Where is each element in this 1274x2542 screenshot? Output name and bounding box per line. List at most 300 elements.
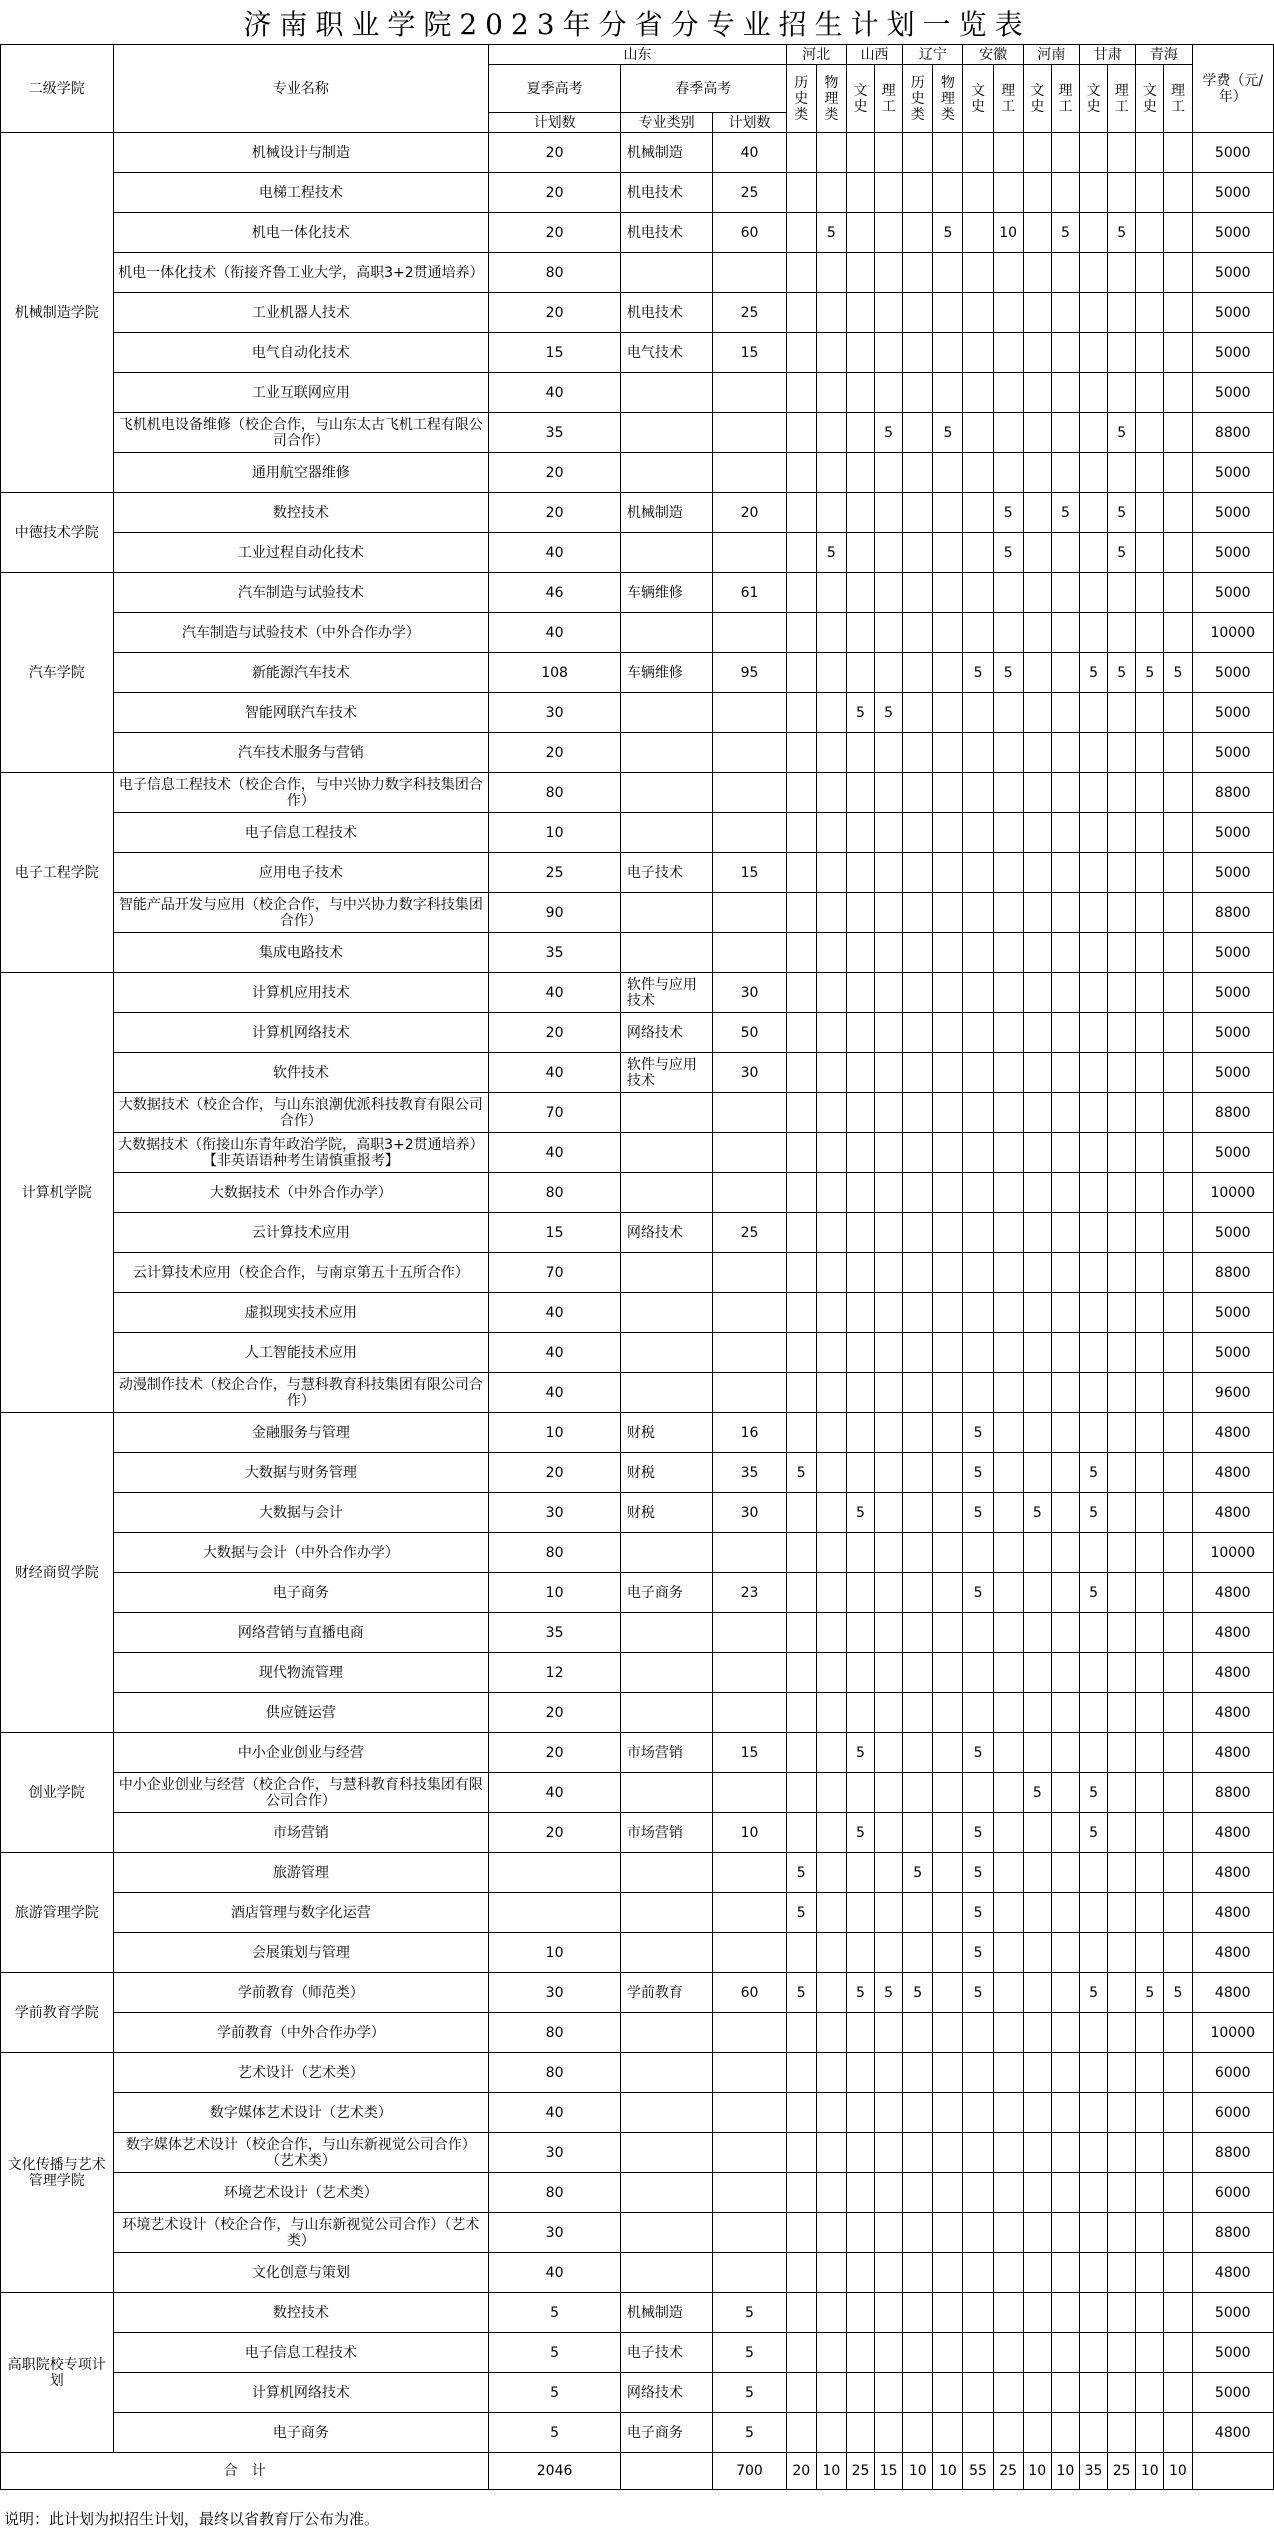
province-plan	[846, 1533, 874, 1573]
province-plan	[1108, 1293, 1136, 1333]
major-name: 电子商务	[113, 2413, 489, 2453]
province-plan	[963, 933, 993, 973]
province-plan: 5	[1108, 413, 1136, 453]
province-plan	[786, 853, 816, 893]
table-row	[1, 493, 1274, 533]
province-plan: 5	[1080, 1773, 1108, 1813]
province-plan	[786, 2053, 816, 2093]
province-plan	[933, 493, 963, 533]
province-plan	[1051, 1653, 1079, 1693]
province-plan	[846, 2373, 874, 2413]
province-plan	[1051, 1933, 1079, 1973]
spring-plan	[713, 1853, 786, 1893]
province-plan	[1023, 1373, 1051, 1413]
province-plan	[1164, 2253, 1192, 2293]
province-plan: 5	[1136, 1973, 1164, 2013]
major-name: 酒店管理与数字化运营	[113, 1893, 489, 1933]
spring-category: 车辆维修	[620, 653, 712, 693]
province-plan	[816, 893, 846, 933]
province-plan	[816, 1533, 846, 1573]
province-plan	[1051, 1733, 1079, 1773]
province-plan	[1164, 2293, 1192, 2333]
province-plan	[1164, 1133, 1192, 1173]
header-subject: 理工	[875, 65, 903, 133]
spring-category: 财税	[620, 1493, 712, 1533]
province-plan: 5	[786, 1853, 816, 1893]
province-plan	[1051, 773, 1079, 813]
province-plan	[816, 1053, 846, 1093]
province-plan	[1080, 2413, 1108, 2453]
province-plan	[846, 2013, 874, 2053]
province-plan	[786, 2373, 816, 2413]
province-plan	[903, 1773, 933, 1813]
tuition-fee: 8800	[1192, 1253, 1274, 1293]
province-plan	[1108, 2293, 1136, 2333]
college-name: 计算机学院	[1, 973, 114, 1413]
province-plan	[903, 1333, 933, 1373]
major-name: 大数据技术（校企合作，与山东浪潮优派科技教育有限公司合作）	[113, 1093, 489, 1133]
province-plan	[816, 493, 846, 533]
summer-plan: 25	[489, 853, 621, 893]
province-plan	[875, 1333, 903, 1373]
summer-plan: 80	[489, 2173, 621, 2213]
province-plan	[1108, 1333, 1136, 1373]
province-plan	[846, 1093, 874, 1133]
spring-category	[620, 1613, 712, 1653]
province-plan	[1051, 2053, 1079, 2093]
province-plan	[1108, 253, 1136, 293]
province-plan	[1136, 333, 1164, 373]
province-plan	[993, 1013, 1023, 1053]
tuition-fee: 4800	[1192, 1613, 1274, 1653]
province-plan	[1051, 1773, 1079, 1813]
province-plan	[1080, 613, 1108, 653]
spring-plan: 35	[713, 1453, 786, 1493]
spring-plan	[713, 1773, 786, 1813]
major-name: 学前教育（中外合作办学）	[113, 2013, 489, 2053]
table-row	[1, 1613, 1274, 1653]
province-plan: 5	[816, 533, 846, 573]
province-plan	[875, 2253, 903, 2293]
province-plan	[963, 813, 993, 853]
province-plan	[1136, 1133, 1164, 1173]
province-plan	[875, 213, 903, 253]
province-plan	[786, 1333, 816, 1373]
spring-plan	[713, 2053, 786, 2093]
summer-plan: 80	[489, 253, 621, 293]
province-plan	[1023, 1693, 1051, 1733]
province-plan	[816, 1693, 846, 1733]
province-plan	[786, 2013, 816, 2053]
province-plan	[846, 1653, 874, 1693]
total-province: 10	[903, 2453, 933, 2490]
province-plan	[1108, 1053, 1136, 1093]
province-plan	[875, 1213, 903, 1253]
province-plan	[903, 1013, 933, 1053]
summer-plan: 35	[489, 933, 621, 973]
province-plan	[786, 2253, 816, 2293]
province-plan	[875, 613, 903, 653]
tuition-fee: 5000	[1192, 573, 1274, 613]
province-plan	[1051, 1373, 1079, 1413]
province-plan	[786, 933, 816, 973]
province-plan: 5	[875, 693, 903, 733]
spring-plan	[713, 613, 786, 653]
province-plan	[903, 2333, 933, 2373]
province-plan	[1051, 253, 1079, 293]
major-name: 旅游管理	[113, 1853, 489, 1893]
table-row	[1, 1173, 1274, 1213]
province-plan	[1051, 133, 1079, 173]
province-plan	[816, 2333, 846, 2373]
province-plan	[816, 1333, 846, 1373]
province-plan	[1023, 2053, 1051, 2093]
province-plan	[1164, 933, 1192, 973]
province-plan: 5	[816, 213, 846, 253]
province-plan	[1023, 2213, 1051, 2253]
province-plan	[903, 1813, 933, 1853]
spring-plan	[713, 1293, 786, 1333]
province-plan	[993, 1813, 1023, 1853]
major-name: 机电一体化技术（衔接齐鲁工业大学，高职3+2贯通培养）	[113, 253, 489, 293]
province-plan	[1080, 733, 1108, 773]
province-plan	[993, 853, 1023, 893]
summer-plan: 5	[489, 2333, 621, 2373]
province-plan	[993, 2333, 1023, 2373]
province-plan	[903, 493, 933, 533]
province-plan	[816, 453, 846, 493]
summer-plan: 20	[489, 1013, 621, 1053]
province-plan	[875, 2413, 903, 2453]
province-plan	[903, 613, 933, 653]
province-plan: 5	[963, 1973, 993, 2013]
province-plan	[846, 1693, 874, 1733]
province-plan	[1108, 1133, 1136, 1173]
summer-plan: 40	[489, 2093, 621, 2133]
spring-category	[620, 1933, 712, 1973]
major-name: 集成电路技术	[113, 933, 489, 973]
table-row	[1, 1813, 1274, 1853]
province-plan	[1023, 1133, 1051, 1173]
province-plan	[933, 1653, 963, 1693]
province-plan	[1023, 2093, 1051, 2133]
summer-plan: 20	[489, 493, 621, 533]
province-plan	[1051, 733, 1079, 773]
province-plan	[1080, 2373, 1108, 2413]
province-plan	[933, 1333, 963, 1373]
province-plan	[1080, 2133, 1108, 2173]
province-plan	[993, 1933, 1023, 1973]
province-plan	[846, 373, 874, 413]
province-plan	[1136, 373, 1164, 413]
province-plan	[1080, 2333, 1108, 2373]
province-plan: 5	[846, 1733, 874, 1773]
province-plan	[846, 173, 874, 213]
major-name: 电子信息工程技术（校企合作，与中兴协力数字科技集团合作）	[113, 773, 489, 813]
province-plan	[875, 333, 903, 373]
major-name: 金融服务与管理	[113, 1413, 489, 1453]
province-plan: 5	[1023, 1493, 1051, 1533]
spring-category: 财税	[620, 1413, 712, 1453]
province-plan	[903, 1573, 933, 1613]
province-plan	[933, 2373, 963, 2413]
province-plan	[846, 1253, 874, 1293]
table-row	[1, 1333, 1274, 1373]
province-plan	[1023, 413, 1051, 453]
spring-plan	[713, 813, 786, 853]
province-plan	[1108, 2053, 1136, 2093]
province-plan	[816, 1653, 846, 1693]
province-plan	[1136, 1293, 1164, 1333]
province-plan	[1108, 1653, 1136, 1693]
total-province: 25	[846, 2453, 874, 2490]
major-name: 汽车制造与试验技术（中外合作办学）	[113, 613, 489, 653]
major-name: 智能产品开发与应用（校企合作，与中兴协力数字科技集团合作）	[113, 893, 489, 933]
tuition-fee: 8800	[1192, 2213, 1274, 2253]
summer-plan: 35	[489, 413, 621, 453]
table-row	[1, 2173, 1274, 2213]
province-plan	[1080, 1333, 1108, 1373]
province-plan	[786, 1813, 816, 1853]
province-plan	[963, 373, 993, 413]
tuition-fee: 10000	[1192, 613, 1274, 653]
college-name: 旅游管理学院	[1, 1853, 114, 1973]
province-plan	[875, 1053, 903, 1093]
spring-plan	[713, 2213, 786, 2253]
province-plan	[1051, 1853, 1079, 1893]
province-plan	[1108, 2093, 1136, 2133]
header-row-1	[1, 45, 1274, 65]
major-name: 供应链运营	[113, 1693, 489, 1733]
province-plan	[903, 733, 933, 773]
summer-plan: 12	[489, 1653, 621, 1693]
province-plan: 5	[1080, 653, 1108, 693]
spring-category	[620, 1133, 712, 1173]
province-plan	[903, 1133, 933, 1173]
total-province: 25	[1108, 2453, 1136, 2490]
province-plan	[993, 2373, 1023, 2413]
province-plan	[1023, 1733, 1051, 1773]
province-plan	[1164, 733, 1192, 773]
province-plan	[1136, 2013, 1164, 2053]
province-plan	[993, 613, 1023, 653]
spring-category	[620, 1173, 712, 1213]
province-plan	[1136, 2053, 1164, 2093]
table-row	[1, 1773, 1274, 1813]
province-plan	[786, 533, 816, 573]
province-plan	[1136, 2173, 1164, 2213]
province-plan	[1023, 1893, 1051, 1933]
spring-plan	[713, 1893, 786, 1933]
province-plan	[846, 2093, 874, 2133]
table-row	[1, 453, 1274, 493]
province-plan	[1080, 2053, 1108, 2093]
province-plan	[875, 1453, 903, 1493]
spring-category	[620, 1653, 712, 1693]
province-plan	[786, 1053, 816, 1093]
college-name: 财经商贸学院	[1, 1413, 114, 1733]
major-name: 应用电子技术	[113, 853, 489, 893]
province-plan	[1108, 1413, 1136, 1453]
province-plan	[816, 1973, 846, 2013]
province-plan: 5	[963, 1573, 993, 1613]
tuition-fee: 4800	[1192, 1933, 1274, 1973]
province-plan	[1136, 2373, 1164, 2413]
province-plan	[1108, 693, 1136, 733]
province-plan: 5	[846, 1493, 874, 1533]
tuition-fee: 10000	[1192, 1533, 1274, 1573]
spring-plan	[713, 453, 786, 493]
province-plan	[1051, 933, 1079, 973]
province-plan	[1051, 893, 1079, 933]
tuition-fee: 5000	[1192, 373, 1274, 413]
province-plan	[933, 1213, 963, 1253]
major-name: 大数据技术（衔接山东青年政治学院，高职3+2贯通培养）【非英语语种考生请慎重报考】	[113, 1133, 489, 1173]
province-plan	[1051, 613, 1079, 653]
tuition-fee: 5000	[1192, 2293, 1274, 2333]
summer-plan: 40	[489, 973, 621, 1013]
province-plan	[1136, 2293, 1164, 2333]
province-plan	[875, 1253, 903, 1293]
table-row	[1, 653, 1274, 693]
spring-category	[620, 1853, 712, 1893]
province-plan	[846, 1053, 874, 1093]
major-name: 网络营销与直播电商	[113, 1613, 489, 1653]
tuition-fee: 10000	[1192, 1173, 1274, 1213]
province-plan	[1023, 1093, 1051, 1133]
summer-plan: 20	[489, 293, 621, 333]
province-plan	[1051, 1253, 1079, 1293]
province-plan	[875, 1173, 903, 1213]
table-row	[1, 1653, 1274, 1693]
college-name: 中德技术学院	[1, 493, 114, 573]
province-plan	[816, 2413, 846, 2453]
header-summer-plan: 计划数	[489, 113, 621, 133]
table-row	[1, 1213, 1274, 1253]
spring-plan	[713, 893, 786, 933]
province-plan	[1023, 1293, 1051, 1333]
province-plan	[1108, 2133, 1136, 2173]
province-plan	[1051, 1293, 1079, 1333]
province-plan	[816, 653, 846, 693]
spring-plan: 20	[713, 493, 786, 533]
summer-plan: 15	[489, 1213, 621, 1253]
spring-category	[620, 893, 712, 933]
province-plan	[963, 293, 993, 333]
header-province: 青海	[1136, 45, 1192, 65]
spring-plan: 30	[713, 1493, 786, 1533]
major-name: 云计算技术应用	[113, 1213, 489, 1253]
province-plan	[786, 613, 816, 653]
major-name: 文化创意与策划	[113, 2253, 489, 2293]
major-name: 电子商务	[113, 1573, 489, 1613]
province-plan	[903, 933, 933, 973]
province-plan	[933, 373, 963, 413]
header-college: 二级学院	[1, 45, 114, 133]
province-plan	[1108, 2173, 1136, 2213]
province-plan	[1136, 2213, 1164, 2253]
province-plan	[875, 1373, 903, 1413]
province-plan	[1136, 533, 1164, 573]
province-plan: 5	[903, 1973, 933, 2013]
spring-category	[620, 2253, 712, 2293]
province-plan	[1080, 1253, 1108, 1293]
province-plan	[963, 533, 993, 573]
spring-category	[620, 613, 712, 653]
province-plan	[963, 453, 993, 493]
province-plan	[1164, 1493, 1192, 1533]
province-plan	[816, 173, 846, 213]
province-plan	[1108, 373, 1136, 413]
major-name: 云计算技术应用（校企合作，与南京第五十五所合作）	[113, 1253, 489, 1293]
province-plan	[933, 453, 963, 493]
province-plan	[1080, 1893, 1108, 1933]
major-name: 汽车制造与试验技术	[113, 573, 489, 613]
province-plan	[1051, 1053, 1079, 1093]
province-plan: 5	[1080, 1493, 1108, 1533]
province-plan	[846, 493, 874, 533]
table-row	[1, 1253, 1274, 1293]
province-plan	[846, 1013, 874, 1053]
province-plan	[846, 533, 874, 573]
province-plan	[1136, 1653, 1164, 1693]
major-name: 机械设计与制造	[113, 133, 489, 173]
province-plan	[933, 853, 963, 893]
province-plan	[846, 813, 874, 853]
province-plan	[875, 653, 903, 693]
province-plan	[993, 1133, 1023, 1173]
spring-plan: 25	[713, 293, 786, 333]
province-plan	[816, 1373, 846, 1413]
province-plan	[963, 1013, 993, 1053]
major-name: 数控技术	[113, 493, 489, 533]
province-plan	[963, 1613, 993, 1653]
major-name: 大数据技术（中外合作办学）	[113, 1173, 489, 1213]
province-plan	[816, 693, 846, 733]
tuition-fee: 5000	[1192, 973, 1274, 1013]
province-plan	[933, 1813, 963, 1853]
total-province: 10	[933, 2453, 963, 2490]
summer-plan: 5	[489, 2413, 621, 2453]
province-plan	[1080, 973, 1108, 1013]
province-plan: 5	[1108, 533, 1136, 573]
header-subject: 理工	[993, 65, 1023, 133]
province-plan	[903, 533, 933, 573]
province-plan	[1108, 133, 1136, 173]
table-row	[1, 1693, 1274, 1733]
major-name: 环境艺术设计（艺术类）	[113, 2173, 489, 2213]
province-plan: 5	[846, 693, 874, 733]
header-province: 甘肃	[1080, 45, 1136, 65]
province-plan	[903, 1933, 933, 1973]
province-plan	[1164, 2133, 1192, 2173]
province-plan	[875, 493, 903, 533]
province-plan	[816, 1773, 846, 1813]
tuition-fee: 5000	[1192, 533, 1274, 573]
province-plan	[1108, 1253, 1136, 1293]
province-plan	[903, 1533, 933, 1573]
province-plan	[1023, 893, 1051, 933]
province-plan	[1164, 2013, 1192, 2053]
spring-plan	[713, 693, 786, 733]
summer-plan: 35	[489, 1613, 621, 1653]
province-plan	[1164, 773, 1192, 813]
province-plan	[816, 2253, 846, 2293]
major-name: 新能源汽车技术	[113, 653, 489, 693]
province-plan	[933, 173, 963, 213]
province-plan	[875, 173, 903, 213]
province-plan	[846, 613, 874, 653]
